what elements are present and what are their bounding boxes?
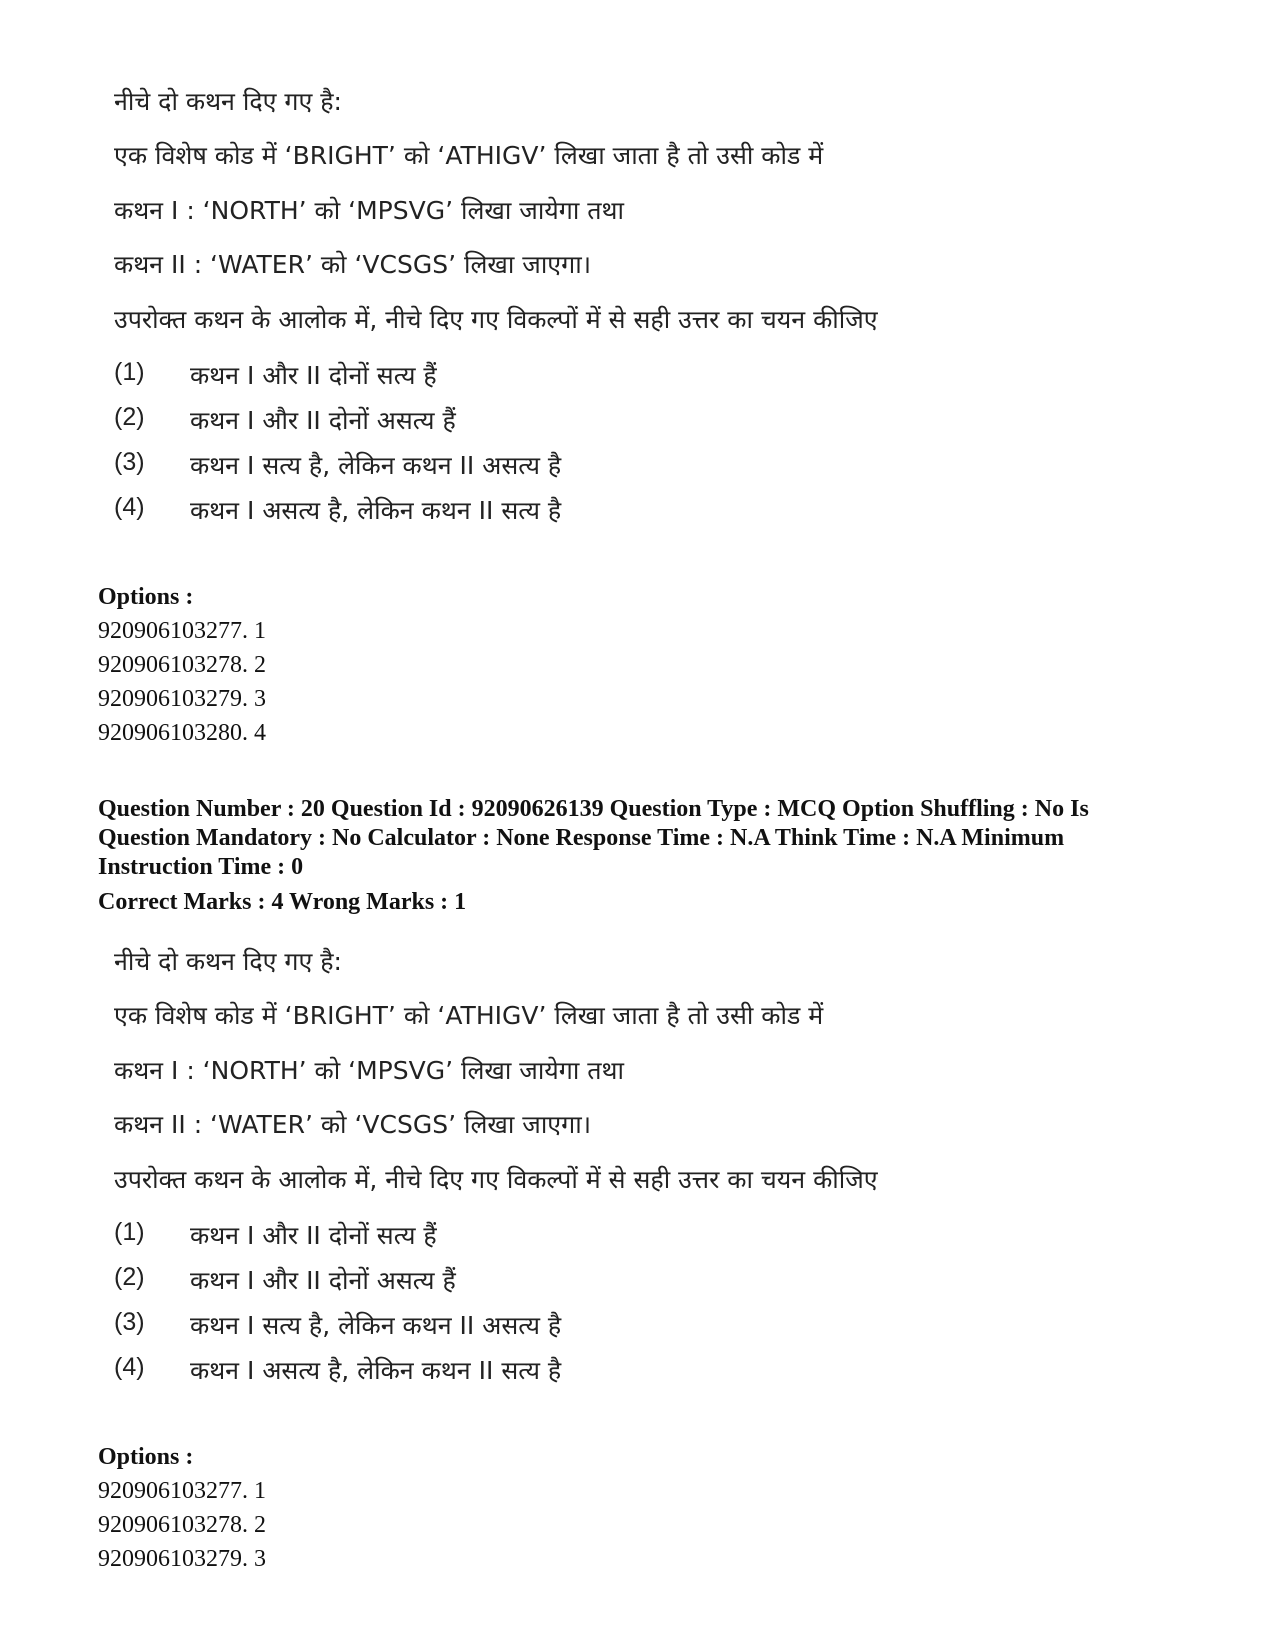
question-instruction: उपरोक्त कथन के आलोक में, नीचे दिए गए विकल्पों में से सही उत्तर का चयन कीजिए xyxy=(114,305,878,334)
question-intro: नीचे दो कथन दिए गए है: xyxy=(114,947,342,976)
statement-2: कथन II : ‘WATER’ को ‘VCSGS’ लिखा जाएगा। xyxy=(114,1110,592,1139)
question-instruction: उपरोक्त कथन के आलोक में, नीचे दिए गए विकल्पों में से सही उत्तर का चयन कीजिए xyxy=(114,1165,878,1194)
option-item: 920906103277. 1 xyxy=(98,1478,266,1504)
choice-number: (2) xyxy=(114,403,145,431)
choice-text: कथन I और II दोनों सत्य हैं xyxy=(190,361,437,390)
question-marks: Correct Marks : 4 Wrong Marks : 1 xyxy=(98,889,467,915)
choice-item xyxy=(114,448,561,482)
statement-2: कथन II : ‘WATER’ को ‘VCSGS’ लिखा जाएगा। xyxy=(114,250,592,279)
option-item: 920906103278. 2 xyxy=(98,652,266,678)
statement-1: कथन I : ‘NORTH’ को ‘MPSVG’ लिखा जायेगा तथा xyxy=(114,1056,624,1085)
choice-item xyxy=(114,1263,456,1297)
question-meta: Question Number : 20 Question Id : 92090626139 Question Type : MCQ Option Shuffling : No Is Question Mandatory : No Calculator : None Response Time : N.A Think Time : N.A Minimum Instruction Time : 0 xyxy=(98,796,1089,880)
choice-item xyxy=(114,1353,561,1387)
choice-text: कथन I सत्य है, लेकिन कथन II असत्य है xyxy=(190,451,562,480)
option-item: 920906103280. 4 xyxy=(98,720,266,746)
choice-item xyxy=(114,358,437,392)
question-intro: नीचे दो कथन दिए गए है: xyxy=(114,87,342,116)
option-item: 920906103278. 2 xyxy=(98,1512,266,1538)
statement-1: कथन I : ‘NORTH’ को ‘MPSVG’ लिखा जायेगा तथा xyxy=(114,196,624,225)
question-image-top xyxy=(114,80,934,540)
options-heading: Options : xyxy=(98,584,194,610)
option-item: 920906103277. 1 xyxy=(98,618,266,644)
options-list-top xyxy=(98,580,266,750)
choice-item xyxy=(114,493,561,527)
option-item: 920906103279. 3 xyxy=(98,686,266,712)
options-heading: Options : xyxy=(98,1444,194,1470)
choice-item xyxy=(114,403,456,437)
choice-text: कथन I असत्य है, लेकिन कथन II सत्य है xyxy=(190,496,562,525)
choice-text: कथन I और II दोनों असत्य हैं xyxy=(190,406,456,435)
option-item: 920906103279. 3 xyxy=(98,1546,266,1572)
choice-number: (1) xyxy=(114,358,145,386)
choice-text: कथन I सत्य है, लेकिन कथन II असत्य है xyxy=(190,1311,562,1340)
choice-number: (1) xyxy=(114,1218,145,1246)
choice-item xyxy=(114,1308,561,1342)
choice-number: (3) xyxy=(114,1308,145,1336)
choice-text: कथन I असत्य है, लेकिन कथन II सत्य है xyxy=(190,1356,562,1385)
choice-text: कथन I और II दोनों सत्य हैं xyxy=(190,1221,437,1250)
choice-number: (4) xyxy=(114,1353,145,1381)
choice-number: (4) xyxy=(114,493,145,521)
question-image-bottom xyxy=(114,940,934,1400)
question-code-line: एक विशेष कोड में ‘BRIGHT’ को ‘ATHIGV’ लिखा जाता है तो उसी कोड में xyxy=(114,141,824,170)
choice-number: (3) xyxy=(114,448,145,476)
choice-item xyxy=(114,1218,437,1252)
question-code-line: एक विशेष कोड में ‘BRIGHT’ को ‘ATHIGV’ लिखा जाता है तो उसी कोड में xyxy=(114,1001,824,1030)
choice-text: कथन I और II दोनों असत्य हैं xyxy=(190,1266,456,1295)
choice-number: (2) xyxy=(114,1263,145,1291)
options-list-bottom xyxy=(98,1440,266,1576)
